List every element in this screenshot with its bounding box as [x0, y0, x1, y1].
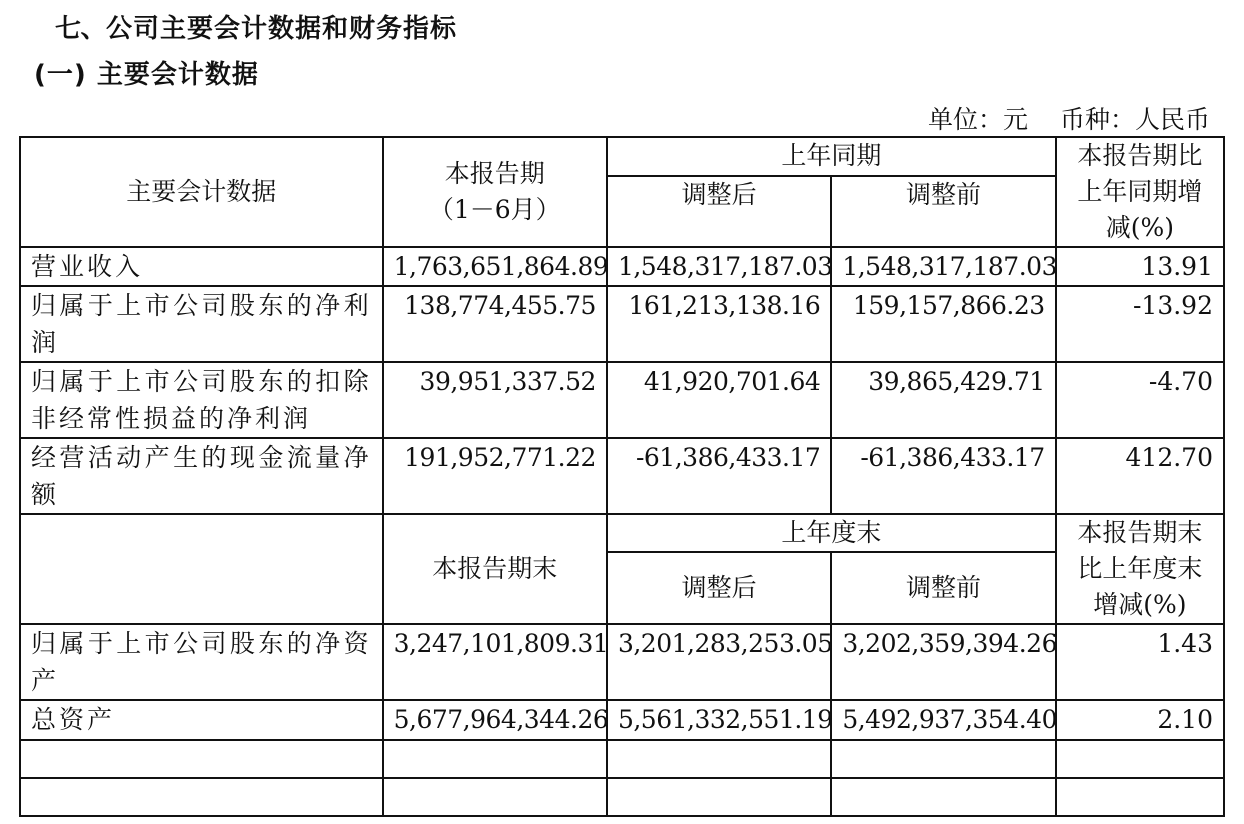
- cell-change: 412.70: [1056, 438, 1224, 514]
- table-row: [20, 624, 1224, 700]
- empty-cell: [1056, 778, 1224, 816]
- cell-change: -13.92: [1056, 286, 1224, 362]
- empty-cell: [1056, 740, 1224, 778]
- empty-cell: [607, 740, 831, 778]
- header-current-line1: 本报告期: [444, 159, 545, 188]
- cell-adjusted: 3,201,283,253.05: [607, 624, 831, 700]
- header-change2-line3: 增减(%): [1093, 590, 1187, 619]
- empty-cell: [20, 778, 383, 816]
- empty-cell: [607, 778, 831, 816]
- cell-current: 1,763,651,864.89: [383, 247, 607, 286]
- table-row: [20, 247, 1224, 286]
- header-change-pct-2: [1056, 514, 1224, 624]
- header-empty-cell: [20, 514, 383, 624]
- unit-label: 单位：元: [927, 105, 1028, 134]
- header-change2-line2: 比上年度末: [1077, 554, 1203, 583]
- currency-label: 币种：人民币: [1059, 105, 1210, 134]
- row-label: 归属于上市公司股东的净资产: [20, 624, 383, 700]
- unit-note: [928, 100, 1210, 136]
- header-prior-year-end-group: 上年度末: [607, 514, 1056, 552]
- subsection-heading: (一) 主要会计数据: [34, 60, 259, 90]
- table-row: [20, 286, 1224, 362]
- row-label: 归属于上市公司股东的净利润: [20, 286, 383, 362]
- header-change-line3: 减(%): [1105, 213, 1174, 242]
- cell-before: 1,548,317,187.03: [831, 247, 1055, 286]
- empty-row: [20, 740, 1224, 778]
- row-label: 营业收入: [20, 247, 383, 286]
- header-change-line2: 上年同期增: [1077, 177, 1203, 206]
- cell-current: 5,677,964,344.26: [383, 700, 607, 740]
- cell-adjusted: 1,548,317,187.03: [607, 247, 831, 286]
- row-label: 经营活动产生的现金流量净额: [20, 438, 383, 514]
- cell-adjusted: 161,213,138.16: [607, 286, 831, 362]
- section-title: 公司主要会计数据和财务指标: [106, 14, 458, 44]
- cell-before: 159,157,866.23: [831, 286, 1055, 362]
- empty-cell: [383, 740, 607, 778]
- header-change-pct: [1056, 137, 1224, 247]
- header-before-adjust: 调整前: [831, 176, 1055, 247]
- row-label: 归属于上市公司股东的扣除非经常性损益的净利润: [20, 362, 383, 438]
- cell-before: 39,865,429.71: [831, 362, 1055, 438]
- cell-adjusted: 41,920,701.64: [607, 362, 831, 438]
- cell-current: 191,952,771.22: [383, 438, 607, 514]
- table-row: [20, 438, 1224, 514]
- header-period-end: 本报告期末: [383, 514, 607, 624]
- header-adjusted: 调整后: [607, 176, 831, 247]
- header-current-period: [383, 137, 607, 247]
- cell-change: 1.43: [1056, 624, 1224, 700]
- header-adjusted-2: 调整后: [607, 552, 831, 624]
- cell-before: -61,386,433.17: [831, 438, 1055, 514]
- cell-current: 138,774,455.75: [383, 286, 607, 362]
- header-change2-line1: 本报告期末: [1077, 518, 1203, 547]
- table1-header-row-1: [20, 137, 1224, 176]
- cell-before: 5,492,937,354.40: [831, 700, 1055, 740]
- header-before-adjust-2: 调整前: [831, 552, 1055, 624]
- empty-cell: [383, 778, 607, 816]
- cell-change: 13.91: [1056, 247, 1224, 286]
- header-main-data: 主要会计数据: [20, 137, 383, 247]
- empty-cell: [20, 740, 383, 778]
- empty-row: [20, 778, 1224, 816]
- cell-change: 2.10: [1056, 700, 1224, 740]
- cell-before: 3,202,359,394.26: [831, 624, 1055, 700]
- empty-cell: [831, 778, 1055, 816]
- accounting-data-table: [19, 136, 1225, 817]
- header-prior-period-group: 上年同期: [607, 137, 1056, 176]
- cell-adjusted: 5,561,332,551.19: [607, 700, 831, 740]
- table-row: [20, 700, 1224, 740]
- cell-change: -4.70: [1056, 362, 1224, 438]
- table-row: [20, 362, 1224, 438]
- table2-header-row-1: [20, 514, 1224, 552]
- cell-current: 39,951,337.52: [383, 362, 607, 438]
- header-current-line2: （1－6月）: [428, 195, 561, 224]
- empty-cell: [831, 740, 1055, 778]
- section-heading: [34, 8, 457, 48]
- row-label: 总资产: [20, 700, 383, 740]
- cell-current: 3,247,101,809.31: [383, 624, 607, 700]
- section-number: 七、: [54, 14, 106, 44]
- cell-adjusted: -61,386,433.17: [607, 438, 831, 514]
- header-change-line1: 本报告期比: [1077, 141, 1203, 170]
